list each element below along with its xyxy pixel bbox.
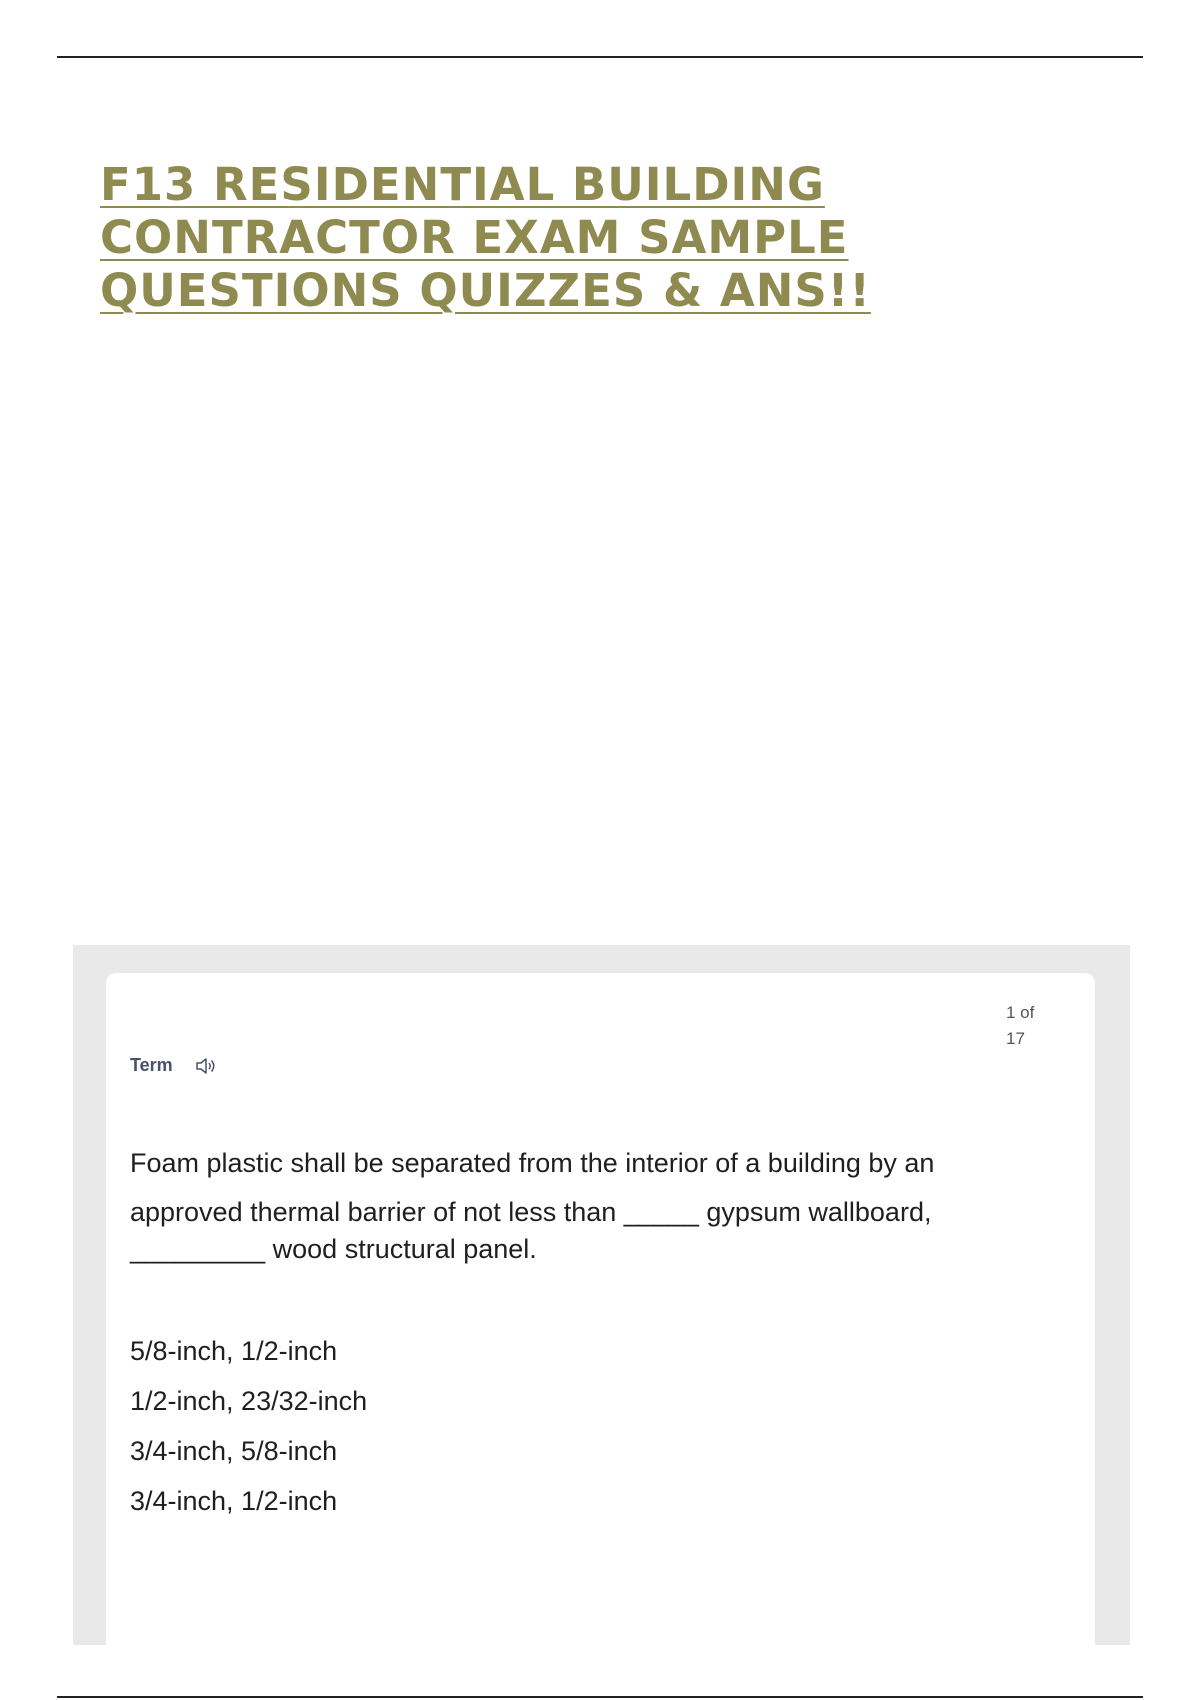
document-title xyxy=(100,158,1000,317)
question-line-1: Foam plastic shall be separated from the interior of a building by an xyxy=(130,1148,935,1178)
question-line-3: _________ wood structural panel. xyxy=(130,1234,537,1264)
top-rule xyxy=(57,56,1143,58)
term-label: Term xyxy=(130,1055,173,1075)
answer-option-4[interactable]: 3/4-inch, 1/2-inch xyxy=(130,1486,338,1516)
card-counter-position: 1 of xyxy=(1006,1003,1035,1022)
speaker-icon[interactable] xyxy=(195,1057,217,1075)
title-line-2: CONTRACTOR EXAM SAMPLE xyxy=(100,211,849,264)
term-header xyxy=(130,1055,217,1076)
question-line-2: approved thermal barrier of not less than _____ gypsum wallboard, xyxy=(130,1197,932,1227)
title-line-1: F13 RESIDENTIAL BUILDING xyxy=(100,158,825,211)
flashcard xyxy=(106,973,1095,1645)
card-counter xyxy=(1006,1000,1046,1052)
question-text xyxy=(130,1145,990,1268)
answer-option-1[interactable]: 5/8-inch, 1/2-inch xyxy=(130,1336,338,1366)
answer-option-2[interactable]: 1/2-inch, 23/32-inch xyxy=(130,1386,368,1416)
answer-options xyxy=(130,1333,367,1533)
card-counter-total: 17 xyxy=(1006,1029,1025,1048)
bottom-rule xyxy=(57,1696,1143,1698)
title-line-3: QUESTIONS QUIZZES & ANS!! xyxy=(100,264,871,317)
answer-option-3[interactable]: 3/4-inch, 5/8-inch xyxy=(130,1436,338,1466)
